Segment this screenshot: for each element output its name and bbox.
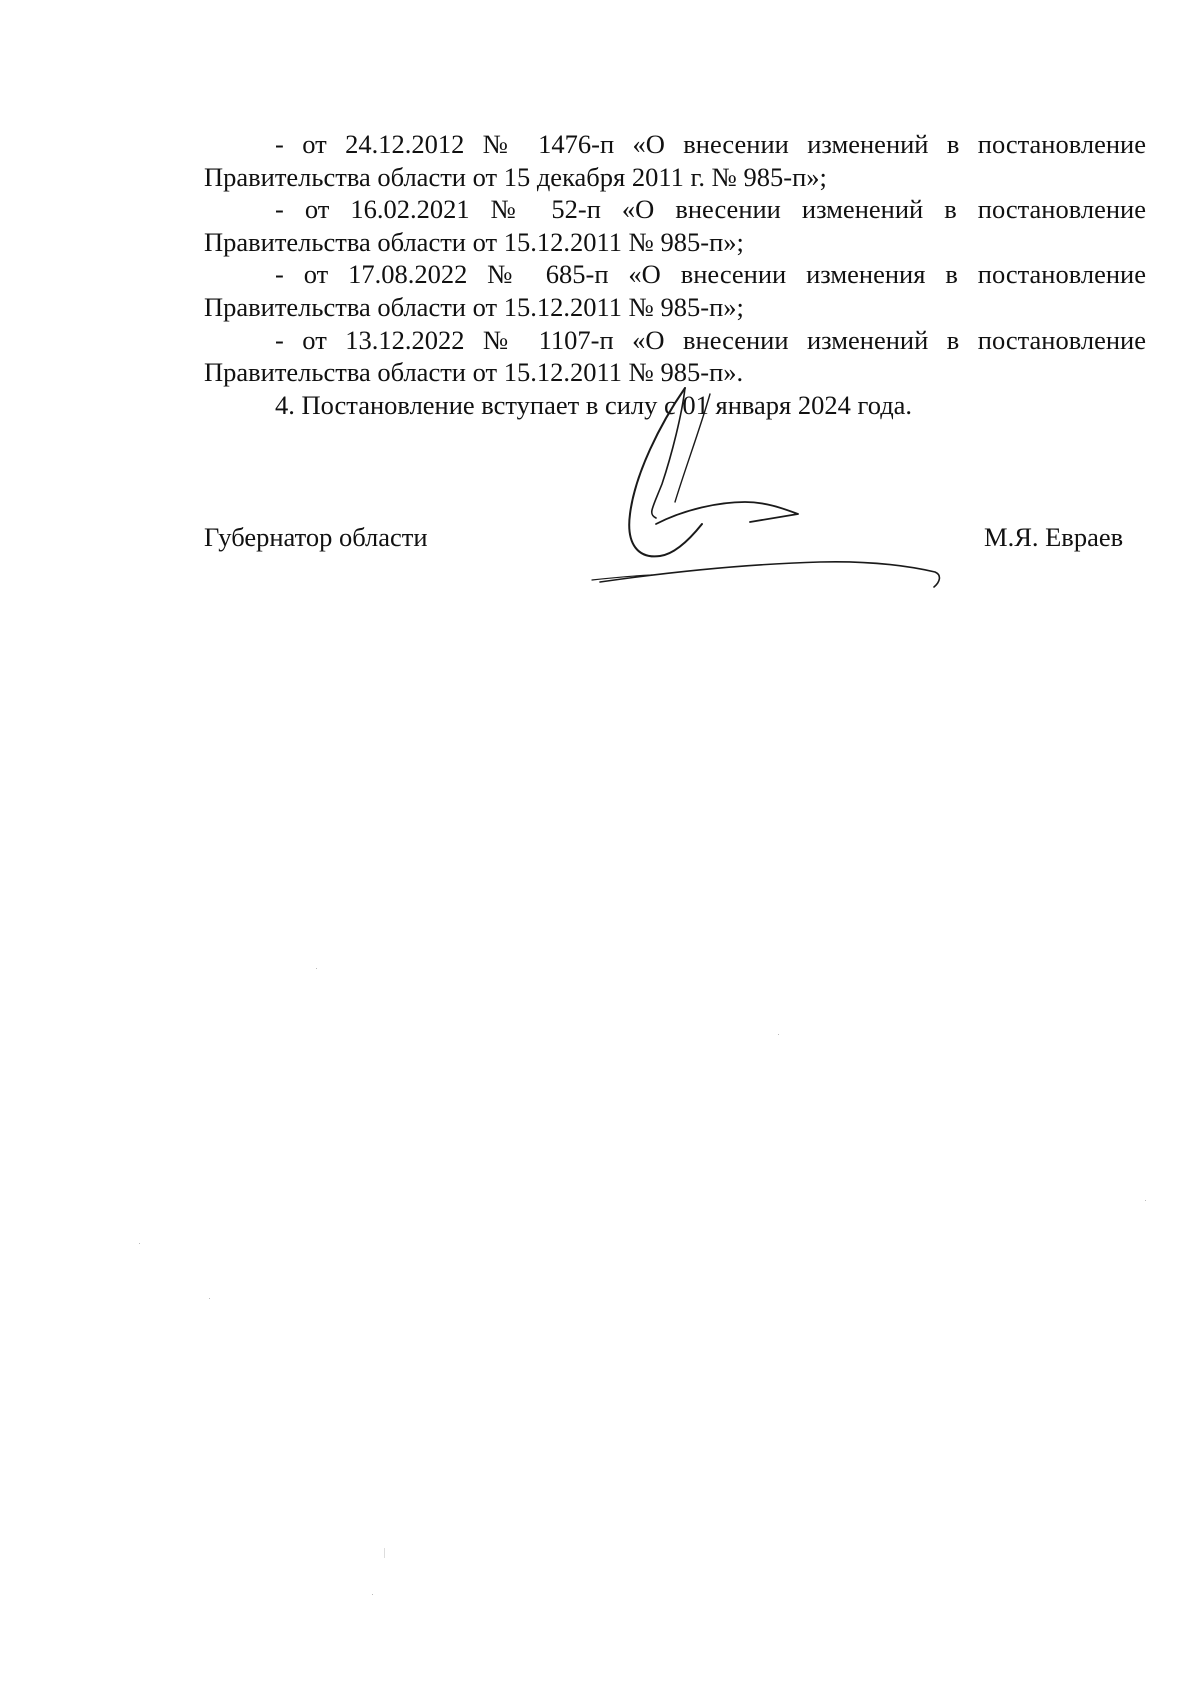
amendment-item [204,258,1146,323]
signatory-name: М.Я. Евраев [984,522,1124,552]
amendment-line: Правительства области от 15.12.2011 № 985-п». [204,357,744,388]
amendment-line: - от 13.12.2022 № 1107-п «О внесении изменений в постановление [275,324,1146,355]
amendment-line: Правительства области от 15.12.2011 № 985-п»; [204,291,744,322]
scan-speck [778,1034,779,1035]
amendment-item [204,324,1146,389]
clause-4-text: 4. Постановление вступает в силу с 01 января 2024 года. [275,389,913,420]
document-body [204,128,1146,421]
scan-speck [384,1548,385,1558]
amendment-line: Правительства области от 15.12.2011 № 985-п»; [204,226,744,257]
scan-speck [372,1594,373,1595]
scan-speck [139,1243,140,1244]
handwritten-signature [590,384,990,604]
amendment-line: - от 16.02.2021 № 52-п «О внесении изменений в постановление [275,194,1146,225]
scan-speck [209,1298,210,1299]
amendment-item [204,193,1146,258]
amendment-line: - от 24.12.2012 № 1476-п «О внесении изменений в постановление [275,129,1146,159]
scan-speck [316,968,317,969]
amendment-line: Правительства области от 15 декабря 2011 г. № 985-п»; [204,161,827,192]
signatory-title: Губернатор области [204,522,428,552]
amendment-line: - от 17.08.2022 № 685-п «О внесении изменения в постановление [275,259,1146,290]
scan-speck [1145,1200,1146,1201]
amendment-item [204,128,1146,193]
